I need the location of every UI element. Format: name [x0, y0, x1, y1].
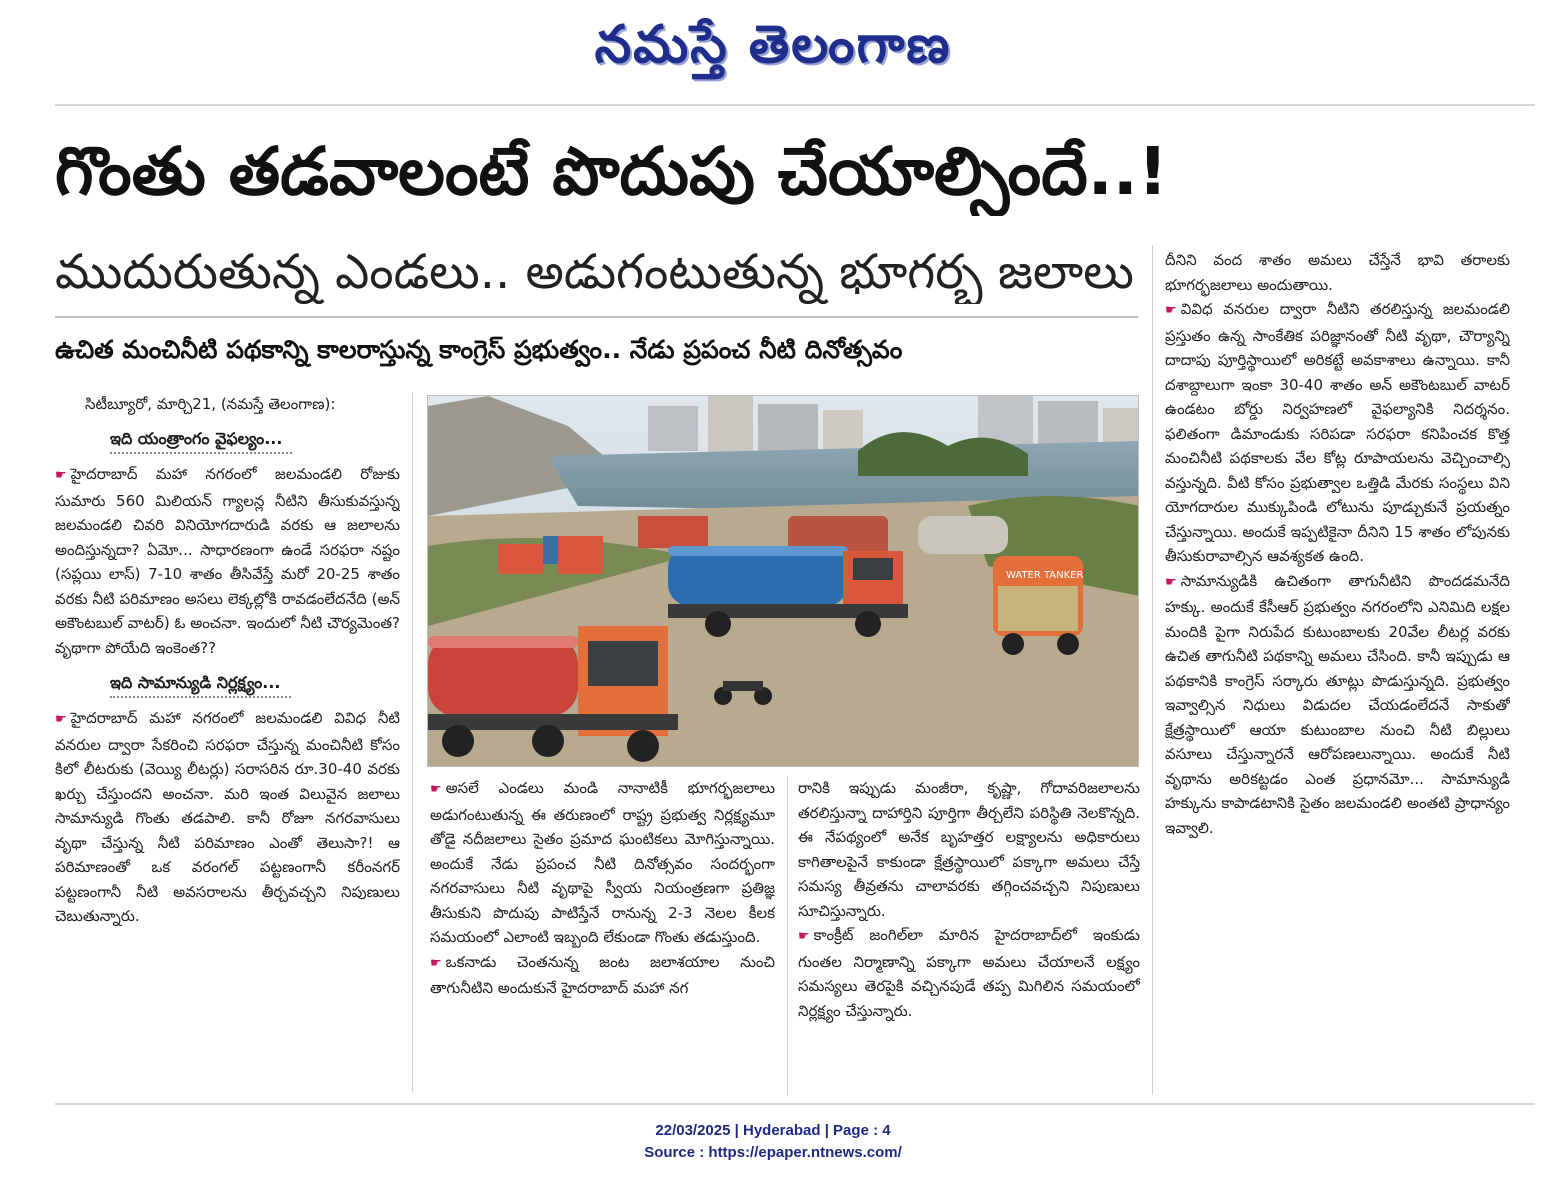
- top-divider: [55, 104, 1535, 106]
- tanker-label: WATER TANKER: [1006, 570, 1084, 581]
- subhead-divider: [55, 316, 1138, 318]
- column-divider: [787, 776, 788, 1096]
- column-1: [55, 392, 400, 1092]
- paragraph: ☛ కాంక్రీట్ జంగిల్‌లా మారిన హైదరాబాద్‌లో ఇంకుడు గుంతల నిర్మాణాన్ని పక్కాగా అమలు చేయాలనే లక్ష్యం సమస్యలు తెరపైకి వచ్చినపుడే తప్ప మిగిలిన సమయంలో నిర్లక్ష్యం చేస్తున్నారు.: [798, 926, 1140, 1020]
- footer-date-page: 22/03/2025 | Hyderabad | Page : 4: [655, 1122, 891, 1139]
- paragraph: ☛ వివిధ వనరుల ద్వారా నీటిని తరలిస్తున్న జలమండలి ప్రస్తుతం ఉన్న సాంకేతిక పరిజ్ఞానంతో నీటి వృథా, చౌర్యాన్ని దాదాపు పూర్తిస్థాయిలో అరికట్టే అవకాశాలు ఉన్నాయి. కానీ దశాబ్దాలుగా ఇంకా 30-40 శాతం అన్ అకౌంటబుల్ వాటర్ ఉండటం బోర్డు నిర్వహణలో వైఫల్యానికి నిదర్శనం. ఫలితంగా డిమాండుకు సరిపడా సరఫరా కనిపించక కొత్త మంచినీటి పథకాలకు వేల కోట్ల రూపాయలను వెచ్చించాల్సి వస్తున్నది. వీటి కోసం ప్రభుత్వాల ఒత్తిడి మేరకు సంస్థలు విని యోగదారుల ముక్కుపిండి లోటును పూడ్చుకునే ప్రయత్నం చేస్తున్నాయి. అందుకే ఇప్పటికైనా దీనిని 15 శాతం లోపునకు తీసుకురావాల్సిన ఆవశ్యకత ఉంది.: [1165, 300, 1510, 565]
- masthead: [0, 0, 1546, 100]
- bullet-icon: ☛: [798, 929, 810, 944]
- paragraph: ☛ అసలే ఎండలు మండి నానాటికీ భూగర్భజలాలు అడుగంటుతున్న ఈ తరుణంలో రాష్ట్ర ప్రభుత్వ నిర్లక్ష్యమూ తోడై నదీజలాలు సైతం ప్రమాద ఘంటికలు మోగిస్తున్నాయి. అందుకే నేడు ప్రపంచ నీటి దినోత్సవం సందర్భంగా నగరవాసులు నీటి వృథాపై స్వీయ నియంత్రణగా ప్రతిజ్ఞ తీసుకుని పొదుపు పాటిస్తేనే రానున్న 2-3 నెలల కీలక సమయంలో ఎలాంటి ఇబ్బంది లేకుండా గొంతు తడుస్తుంది.: [430, 779, 775, 946]
- dateline: సిటీబ్యూరో, మార్చి21, (నమస్తే తెలంగాణ):: [85, 395, 336, 413]
- bullet-icon: ☛: [430, 955, 442, 971]
- paragraph: ☛ ఒకనాడు చెంతనున్న జంట జలాశయాల నుంచి తాగునీటిని అందుకునే హైదరాబాద్ మహా నగ: [430, 952, 775, 997]
- section-heading: ఇది యంత్రాంగం వైఫల్యం...: [110, 426, 292, 454]
- paragraph: ☛ సామాన్యుడికి ఉచితంగా తాగునీటిని పొందడమనేది హక్కు. అందుకే కేసీఆర్ ప్రభుత్వం నగరంలోని ఎనిమిది లక్షల మందికి పైగా నిరుపేద కుటుంబాలకు 20వేల లీటర్ల వరకు ఉచిత తాగునీటి పథకాన్ని అమలు చేసింది. కానీ ఇప్పుడు ఆ పథకానికి కాంగ్రెస్ సర్కారు తూట్లు పొడుస్తున్నది. ప్రభుత్వం ఇవ్వాల్సిన నిధులు విడుదల చేయడంలేదనే సాకుతో క్షేత్రస్థాయిలో ఆయా కుటుంబాల నుంచి నీటి బిల్లులు వసూలు చేస్తున్నారనే ఆరోపణలున్నాయి. అందుకే నీటి వృథాను అరికట్టడం ఎంత ప్రధానమో... సామాన్యుడి హక్కును కాపాడటానికి సైతం జలమండలి అంతటి ప్రాధాన్యం ఇవ్వాలి.: [1165, 571, 1510, 837]
- bullet-icon: ☛: [1165, 303, 1177, 318]
- column-divider: [1152, 245, 1153, 1095]
- bottom-divider: [55, 1103, 1535, 1105]
- bullet-icon: ☛: [430, 782, 442, 797]
- paragraph: ☛ హైదరాబాద్ మహా నగరంలో జలమండలి రోజుకు సుమారు 560 మిలియన్ గ్యాలన్ల నీటిని తీసుకువస్తున్న జలమండలి చివరి వినియోగదారుడి వరకు ఆ జలాలను అందిస్తున్నదా? ఏమో... సాధారణంగా ఉండే సరఫరా నష్టం (సప్లయి లాస్) 7-10 శాతం తీసివేస్తే మరో 20-25 శాతం వరకు నీటి పరిమాణం అసలు లెక్కల్లోకి రావడంలేదనేది (అన్ అకౌంటబుల్ వాటర్) ఓ అంచనా. ఇందులో నీటి చౌర్యమెంత? వృథాగా పోయేది ఇంకెంత??: [55, 465, 400, 657]
- headline: గొంతు తడవాలంటే పొదుపు చేయాల్సిందే..!: [55, 133, 1168, 210]
- tanker-truck: [428, 626, 678, 762]
- bullet-icon: ☛: [55, 468, 67, 483]
- deck-line: ఉచిత మంచినీటి పథకాన్ని కాలరాస్తున్న కాంగ్రెస్ ప్రభుత్వం.. నేడు ప్రపంచ నీటి దినోత్సవం: [55, 335, 903, 364]
- paragraph: రానికి ఇప్పుడు మంజీరా, కృష్ణా, గోదావరిజలాలను తరలిస్తున్నా దాహార్తిని పూర్తిగా తీర్చలేని పరిస్థితి నెలకొన్నది. ఈ నేపథ్యంలో అనేక బృహత్తర లక్ష్యాలను అధికారులు కాగితాలపైనే కాకుండా క్షేత్రస్థాయిలో పక్కాగా అమలు చేస్తే సమస్య తీవ్రతను చాలావరకు తగ్గించవచ్చని నిపుణులు సూచిస్తున్నారు.: [798, 779, 1140, 920]
- bullet-icon: ☛: [55, 712, 67, 727]
- water-tankers-photo: [427, 395, 1139, 767]
- column-divider: [412, 392, 413, 1092]
- section-heading: ఇది సామాన్యుడి నిర్లక్ష్యం...: [110, 670, 291, 698]
- newspaper-logo: నమస్తే తెలంగాణ: [594, 14, 952, 75]
- photo-illustration: [428, 396, 1139, 767]
- paragraph: ☛ హైదరాబాద్ మహా నగరంలో జలమండలి వివిధ నీటి వనరుల ద్వారా సేకరించి సరఫరా చేస్తున్న మంచినీటి కోసం కిలో లీటరుకు (వెయ్యి లీటర్లు) సరాసరిన రూ.30-40 వరకు ఖర్చు చేస్తుందని అంచనా. మరి ఇంత విలువైన జలాలు సామాన్యుడి గొంతు తడపాలి. కానీ రోజూ నగరవాసులు వృథా చేస్తున్న నీటి పరిమాణం ఎంతో తెలుసా?! ఆ పరిమాణంతో ఒక వరంగల్ పట్టణంగానీ కరీంనగర్ పట్టణంగానీ నీటి అవసరాలను తీర్చవచ్చని నిపుణులు చెబుతున్నారు.: [55, 709, 400, 925]
- bullet-icon: ☛: [1165, 574, 1177, 590]
- subheadline: ముదురుతున్న ఎండలు.. అడుగంటుతున్న భూగర్భ జలాలు: [55, 244, 1134, 300]
- column-3: [798, 776, 1140, 1101]
- column-4: [1165, 248, 1510, 1098]
- column-2: [430, 776, 775, 1101]
- footer-source: Source : https://epaper.ntnews.com/: [644, 1144, 902, 1161]
- paragraph: దీనిని వంద శాతం అమలు చేస్తేనే భావి తరాలకు భూగర్భజలాలు అందుతాయి.: [1165, 251, 1510, 294]
